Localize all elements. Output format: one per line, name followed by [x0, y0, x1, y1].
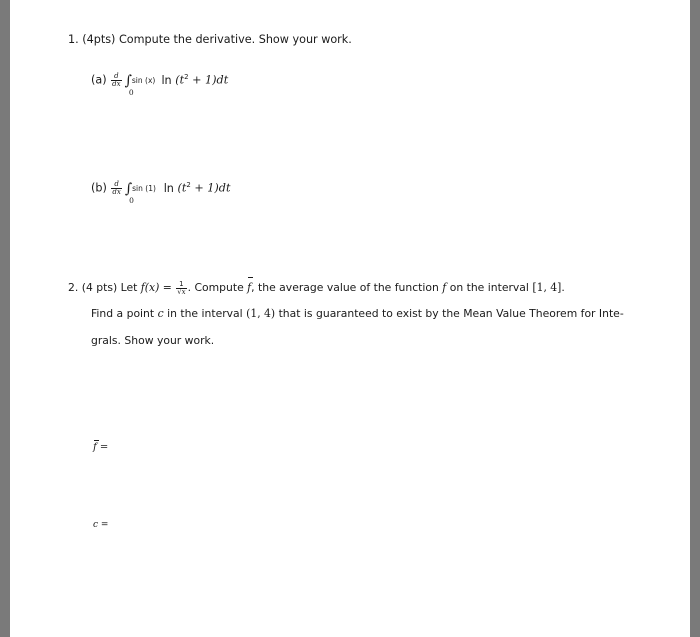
part-a-label: (a) [91, 73, 107, 87]
answer-fbar [93, 441, 108, 455]
part-b-label: (b) [91, 181, 107, 195]
average-value-symbol: f [93, 442, 97, 453]
derivative-operator: $\frac{d}{dx}$ [112, 180, 121, 197]
problem-2-text: grals. Show your work. [91, 334, 215, 347]
problem-1a [91, 66, 229, 97]
integrand-function: ln [161, 73, 172, 87]
lower-limit: 0 [128, 87, 134, 97]
integrand-tail: + 1)dt [194, 181, 231, 195]
function-definition: f(x) = [140, 281, 172, 294]
integrand-exponent: 2 [184, 73, 189, 81]
point-c-symbol: c [93, 520, 99, 530]
problem-2-text: (4 pts) Let [81, 281, 138, 294]
integrand-body: (t [177, 181, 187, 195]
problem-2-text: that is guaranteed to exist by the Mean Value Theorem for Inte- [278, 307, 624, 320]
function-symbol: f [442, 281, 447, 294]
problem-1-number: 1. [68, 33, 79, 46]
problem-2-text: . Compute [187, 281, 244, 294]
problem-2-line-2 [91, 307, 624, 321]
open-interval: (1, 4) [246, 307, 276, 320]
worksheet-page [10, 0, 690, 637]
integral-limits [128, 70, 162, 97]
integrand-exponent: 2 [186, 181, 191, 189]
point-c-symbol: c [157, 307, 164, 320]
equals-sign: = [99, 442, 109, 453]
problem-2-text: , the average value of the function [251, 281, 439, 294]
problem-2-line-3 [91, 334, 214, 348]
integrand-body: (t [175, 73, 185, 87]
integral-sign: ∫ [124, 180, 133, 197]
average-value-symbol: f [247, 278, 251, 298]
integrand-function: ln [163, 181, 174, 195]
derivative-operator: $\frac{d}{dx}$ [112, 72, 121, 89]
closed-interval: [1, 4] [532, 281, 562, 294]
integrand-tail: + 1)dt [192, 73, 229, 87]
problem-2-text: in the interval [167, 307, 243, 320]
problem-1-header [68, 33, 352, 47]
equals-sign: = [100, 520, 109, 530]
upper-limit: sin (1) [132, 183, 156, 193]
one-over-sqrt-x: $\frac{1}{√x}$ [177, 279, 186, 296]
problem-1b [91, 174, 231, 205]
problem-1-title: (4pts) Compute the derivative. Show your work. [82, 33, 352, 46]
period: . [561, 281, 565, 294]
problem-2-number: 2. [68, 281, 79, 294]
problem-2-line-1 [68, 278, 565, 298]
problem-2-text: on the interval [449, 281, 529, 294]
lower-limit: 0 [129, 195, 134, 205]
upper-limit: sin (x) [131, 75, 156, 85]
integral-sign: ∫ [124, 72, 132, 89]
integral-limits [129, 178, 162, 205]
answer-c [93, 518, 108, 532]
problem-2-text: Find a point [91, 307, 155, 320]
